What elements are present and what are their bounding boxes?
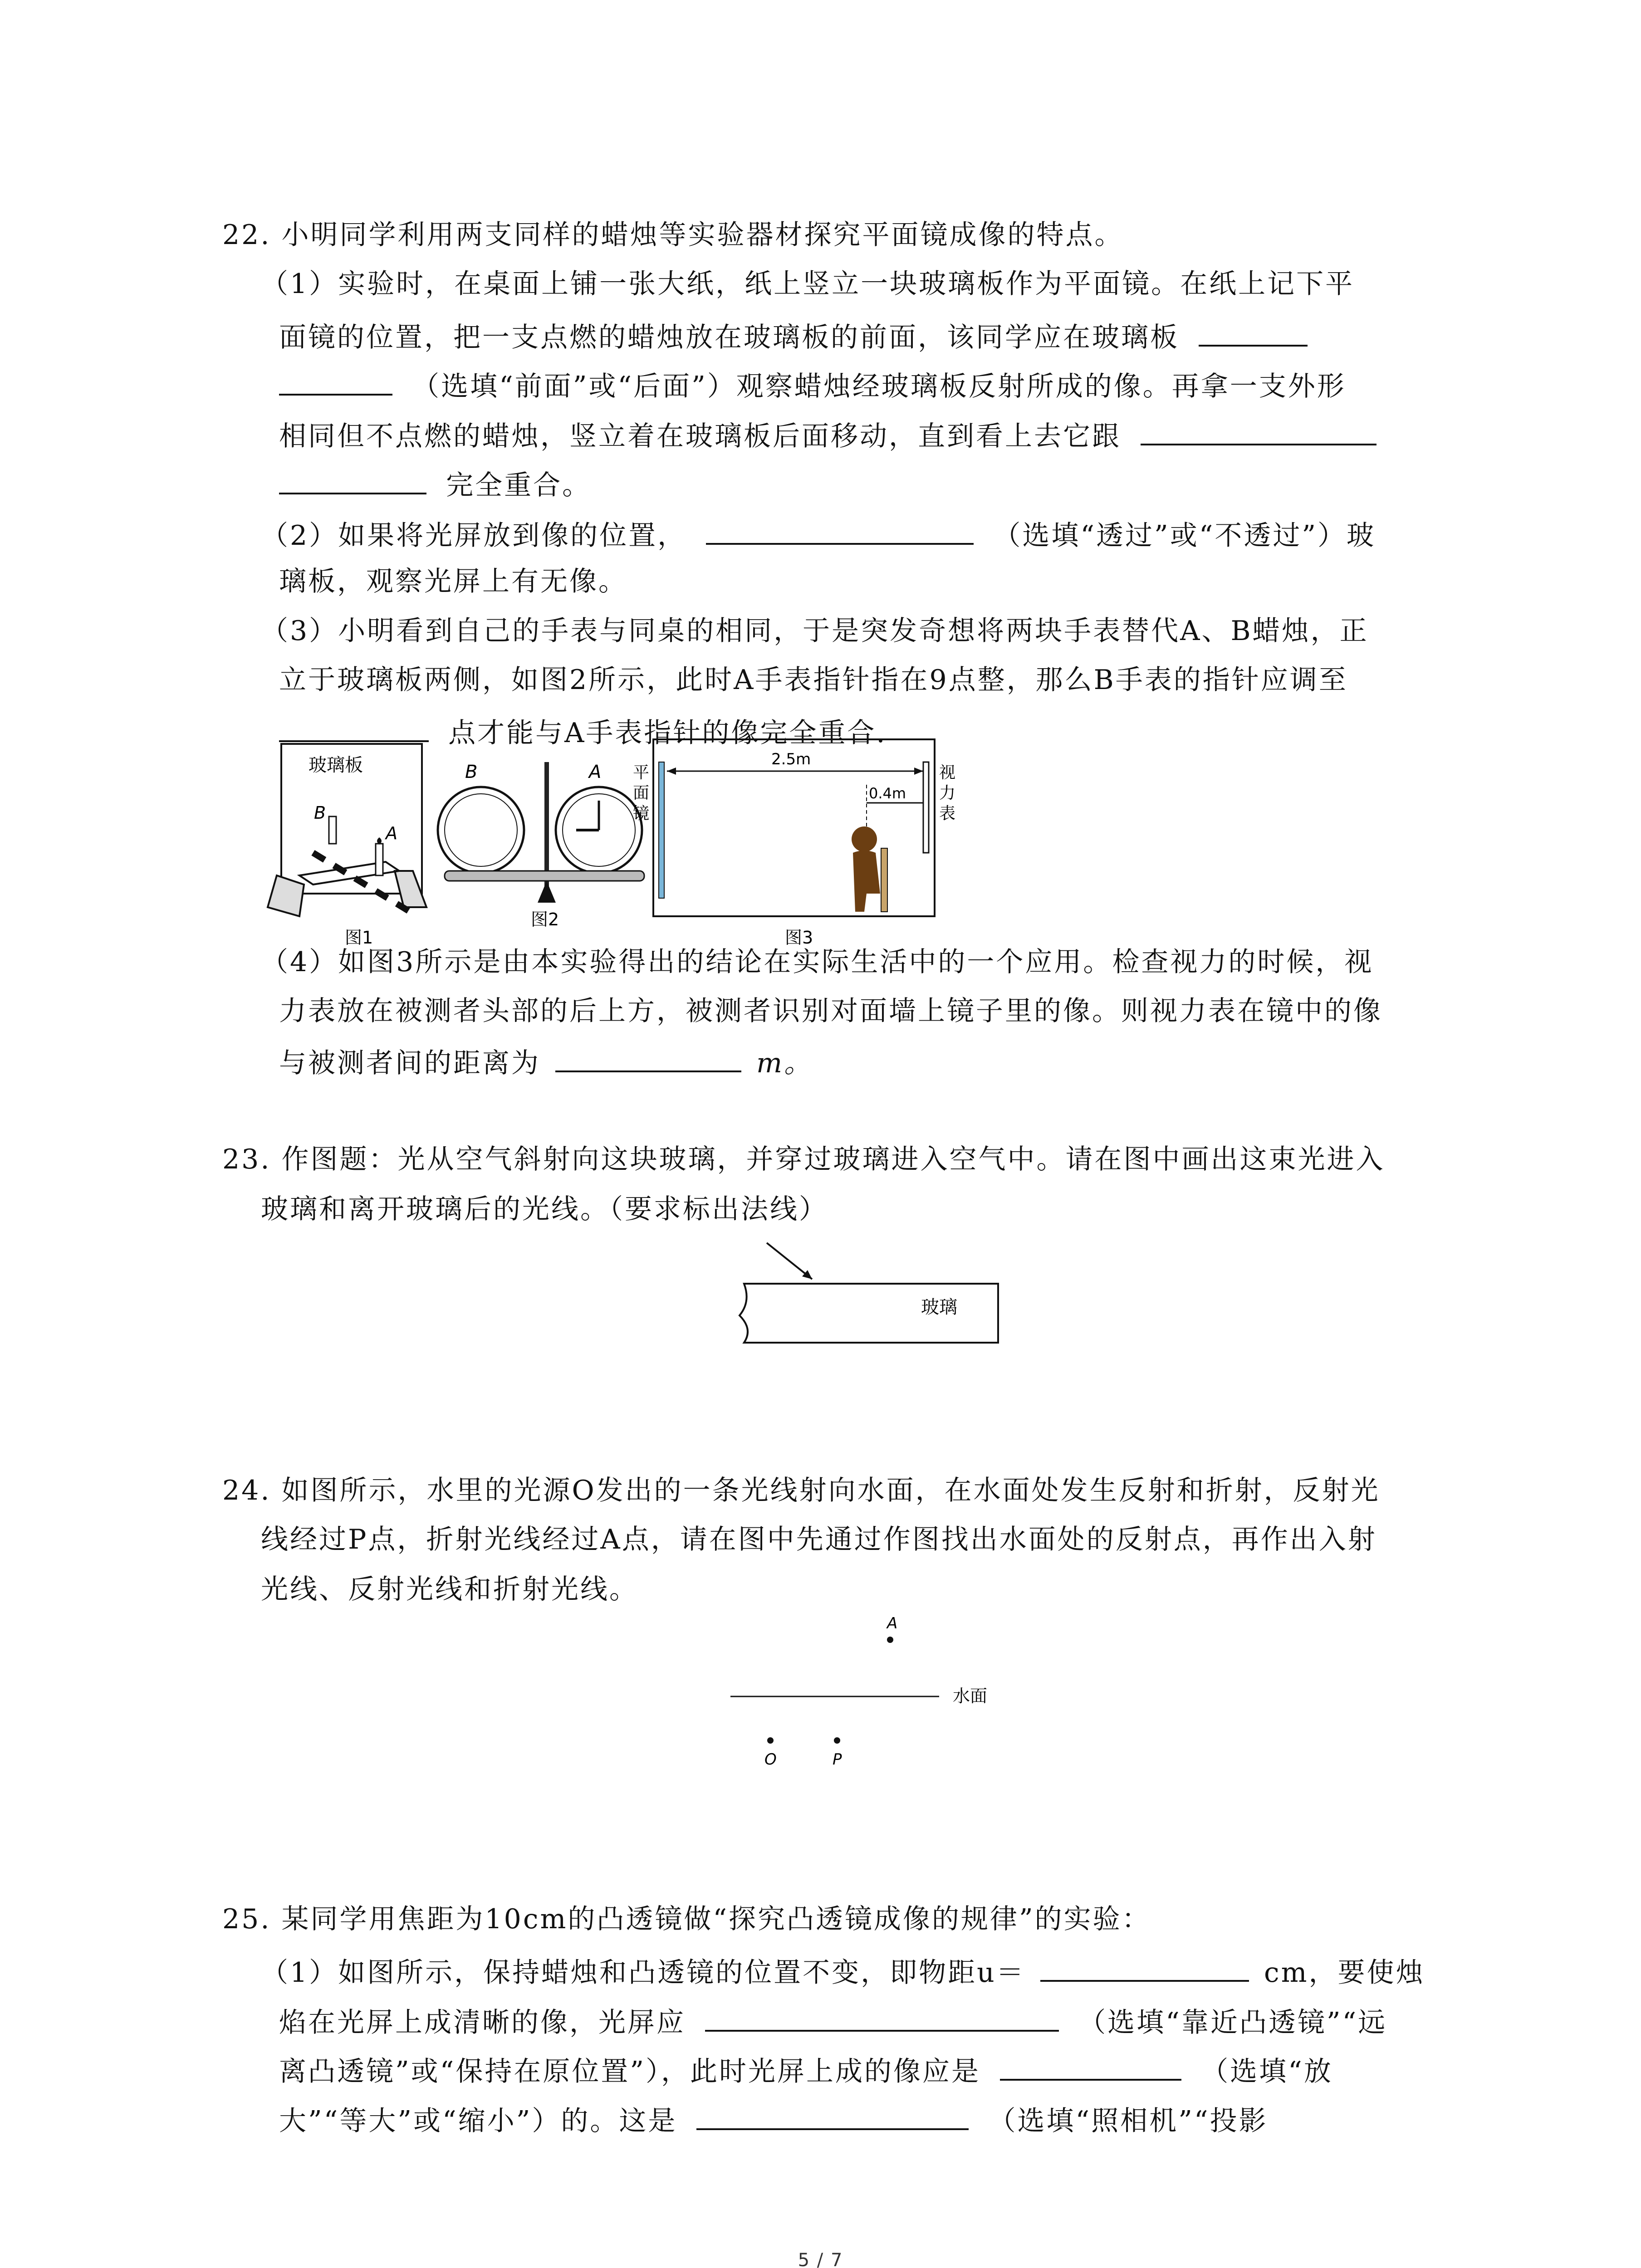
q22-p4-line1: （4）如图3所示是由本实验得出的结论在实际生活中的一个应用。检查视力的时候，视	[261, 946, 1374, 978]
q23-line1: 23. 作图题：光从空气斜射向这块玻璃，并穿过玻璃进入空气中。请在图中画出这束光进入	[222, 1144, 1385, 1175]
q22-p2-line1b: （选填“透过”或“不透过”）玻	[993, 520, 1376, 552]
q22-p2-line1	[261, 516, 1376, 552]
fig1-diagram	[268, 744, 426, 948]
q22-blank-2a[interactable]	[1141, 416, 1376, 445]
fig1-label-b: B	[314, 803, 326, 823]
fig3-chart-label-3: 表	[939, 804, 956, 823]
q22-blank-2b[interactable]	[279, 465, 426, 494]
fig3-eye-chart	[923, 762, 929, 853]
q24-line1: 24. 如图所示，水里的光源O发出的一条光线射向水面，在水面处发生反射和折射，反射光	[222, 1475, 1380, 1506]
q22-p1-line5-text: 完全重合。	[446, 469, 592, 501]
q25-line3	[279, 2052, 1333, 2088]
q24-label-o: O	[764, 1750, 777, 1769]
q22-figures	[263, 735, 1488, 953]
q22-stem: 22. 小明同学利用两支同样的蜡烛等实验器材探究平面镜成像的特点。	[222, 219, 1124, 251]
q22-p1-line4-text: 相同但不点燃的蜡烛，竖立着在玻璃板后面移动，直到看上去它跟	[279, 420, 1121, 452]
q25-line4a: 大”“等大”或“缩小”）的。这是	[279, 2105, 677, 2137]
q24-label-p: P	[833, 1750, 842, 1769]
fig1-glass-label: 玻璃板	[309, 755, 363, 776]
fig1-candle-a	[376, 844, 383, 875]
q25-line3a: 离凸透镜”或“保持在原位置”），此时光屏上成的像应是	[279, 2056, 981, 2087]
fig2-base	[445, 871, 644, 881]
q23-line2: 玻璃和离开玻璃后的光线。（要求标出法线）	[261, 1193, 828, 1225]
q25-line4	[279, 2101, 1268, 2137]
q25-line3b: （选填“放	[1201, 2056, 1333, 2087]
fig2-label-a: A	[589, 762, 602, 782]
fig3-chart-label-2: 力	[939, 784, 956, 802]
q25-line1	[261, 1953, 1425, 1989]
fig1-caption: 图1	[345, 928, 373, 948]
fig1-stand-left	[268, 875, 304, 916]
q22-p2-line2: 璃板，观察光屏上有无像。	[279, 566, 627, 597]
q24-label-a: A	[887, 1614, 898, 1633]
q25-blank-device[interactable]	[696, 2101, 969, 2130]
fig3-diagram	[633, 739, 955, 948]
q22-p1-line5	[279, 465, 591, 502]
q22-p1-line4	[279, 416, 1376, 453]
q22-blank-5[interactable]	[555, 1043, 741, 1072]
q22-p1-line3	[279, 367, 1346, 403]
fig3-mirror-label-1: 平	[633, 763, 650, 782]
q24-point-o	[767, 1737, 774, 1744]
fig3-dist-long: 2.5m	[771, 750, 811, 768]
q23-glass-block	[740, 1284, 998, 1343]
fig3-arrow-right	[914, 767, 923, 775]
q23-glass-figure	[726, 1234, 1007, 1361]
fig2-caption: 图2	[531, 909, 559, 929]
fig2-diagram	[438, 762, 644, 929]
q22-p4-line2: 力表放在被测者头部的后上方，被测者识别对面墙上镜子里的像。则视力表在镜中的像	[279, 995, 1382, 1027]
fig3-person-body	[853, 850, 880, 912]
q23-glass-label: 玻璃	[921, 1297, 957, 1318]
fig3-mirror	[659, 762, 664, 898]
q25-blank-screen[interactable]	[705, 2003, 1059, 2032]
q22-blank-3[interactable]	[706, 516, 974, 545]
q22-p4-line3-text: 与被测者间的距离为	[279, 1047, 540, 1079]
q25-line1a: （1）如图所示，保持蜡烛和凸透镜的位置不变，即物距u＝	[261, 1957, 1025, 1989]
fig3-mirror-label-3: 镜	[633, 804, 650, 823]
q22-p3-line3-text: 点才能与A手表指针的像完全重合.	[448, 717, 887, 749]
q22-p1-line3-text: （选填“前面”或“后面”）观察蜡烛经玻璃板反射所成的像。再拿一支外形	[412, 371, 1346, 402]
q25-line1b: cm，要使烛	[1264, 1957, 1425, 1989]
q22-blank-1b[interactable]	[279, 367, 392, 396]
q24-point-a	[887, 1637, 893, 1643]
q25-blank-image[interactable]	[1000, 2052, 1181, 2081]
q24-water-label: 水面	[953, 1686, 988, 1706]
q25-blank-u[interactable]	[1040, 1953, 1249, 1982]
q24-line3: 光线、反射光线和折射光线。	[261, 1574, 638, 1605]
q22-p4-unit: m。	[756, 1047, 813, 1079]
q25-line2a: 焰在光屏上成清晰的像，光屏应	[279, 2007, 686, 2038]
fig2-pivot	[538, 881, 556, 903]
q22-p4-line3	[279, 1043, 813, 1080]
q24-water-figure	[717, 1606, 1034, 1778]
q24-line2: 线经过P点，折射光线经过A点，请在图中先通过作图找出水面处的反射点，再作出入射	[261, 1524, 1377, 1555]
fig3-mirror-label-2: 面	[633, 784, 650, 802]
fig3-caption: 图3	[785, 928, 813, 948]
fig2-label-b: B	[465, 762, 478, 782]
q24-point-p	[834, 1737, 840, 1744]
q22-p2-line1a: （2）如果将光屏放到像的位置，	[261, 520, 687, 552]
q22-p1-line2-text: 面镜的位置，把一支点燃的蜡烛放在玻璃板的前面，该同学应在玻璃板	[279, 322, 1179, 353]
fig2-watch-b	[438, 787, 524, 873]
q25-line4b: （选填“照相机”“投影	[988, 2105, 1268, 2137]
fig3-person-head	[852, 826, 877, 852]
q22-p3-line2: 立于玻璃板两侧，如图2所示，此时A手表指针指在9点整，那么B手表的指针应调至	[279, 664, 1348, 696]
q22-p3-line1: （3）小明看到自己的手表与同桌的相同，于是突发奇想将两块手表替代A、B蜡烛，正	[261, 615, 1369, 647]
q22-p1-line1: （1）实验时，在桌面上铺一张大纸，纸上竖立一块玻璃板作为平面镜。在纸上记下平	[261, 268, 1355, 300]
q22-blank-1a[interactable]	[1199, 318, 1308, 347]
q25-line2	[279, 2003, 1387, 2039]
fig3-chair	[881, 848, 887, 912]
fig1-table-edge	[299, 862, 399, 885]
q22-p1-line2	[279, 318, 1308, 354]
q25-line2b: （选填“靠近凸透镜”“远	[1078, 2007, 1387, 2038]
fig3-chart-label-1: 视	[939, 763, 956, 782]
fig1-label-a: A	[386, 823, 397, 843]
fig1-candle-b	[329, 816, 336, 844]
page-number: 5 / 7	[798, 2250, 843, 2268]
fig3-dist-short: 0.4m	[869, 785, 906, 802]
fig3-arrow-left	[667, 767, 676, 775]
q25-stem: 25. 某同学用焦距为10cm的凸透镜做“探究凸透镜成像的规律”的实验：	[222, 1903, 1151, 1935]
